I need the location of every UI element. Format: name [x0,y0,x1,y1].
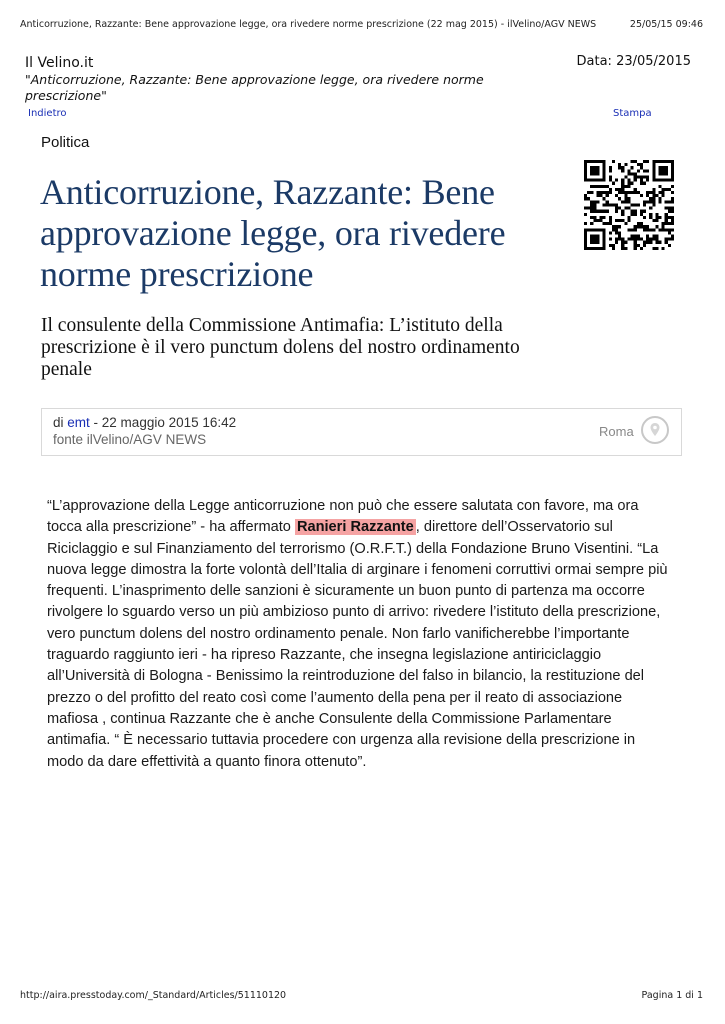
print-link[interactable]: Stampa [613,108,652,119]
print-footer-url: http://aira.presstoday.com/_Standard/Articles/51110120 [20,990,287,1001]
body-text-before: “L’approvazione della Legge anticorruzione non può che essere salutata con favore, ma ora tocca alla prescrizione” - ha affermato [47,498,639,536]
site-name: Il Velino.it [25,55,94,71]
quoted-article-title [25,72,545,104]
print-header-title: Anticorruzione, Razzante: Bene approvazione legge, ora rivedere norme prescrizione (22 mag 2015) - ilVelino/AGV NEWS [20,19,597,30]
byline-date: - 22 maggio 2015 16:42 [89,415,237,430]
back-link[interactable]: Indietro [28,108,67,119]
quote-close: " [101,88,107,103]
location-label: Roma [599,424,634,439]
section-label: Politica [41,134,90,151]
article-body [47,496,675,773]
article-headline: Anticorruzione, Razzante: Bene approvazione legge, ora rivedere norme prescrizione [40,172,506,294]
body-text-after: , direttore dell’Osservatorio sul Riciclaggio e sul Finanziamento del terrorismo (O.R.F.T.) della Fondazione Bruno Visentini. “La nuova legge dimostra la forte volontà dell’Italia di arginare i fenomeni corruttivi ormai sempre più frequenti. L’inasprimento delle sanzioni è sicuramente un buon punto di partenza ma occorre rivolgere lo sguardo verso un più ambizioso punto di arrivo: rivedere l’istituto della prescrizione, vero punctum dolens del nostro ordinamento penale. Non farlo vanificherebbe l’importante traguardo raggiunto ieri - ha ripreso Razzante, che insegna legislazione antiriciclaggio all’Università di Bologna - Benissimo la reintroduzione del falso in bilancio, la restituzione del prezzo o del profitto del reato così come l’aumento della pena per il reato di associazione mafiosa , continua Razzante che è anche Consulente della Commissione Parlamentare antimafia. “ È necessario tuttavia procedere con urgenza alla revisione della prescrizione in modo da dare effettività a quanto finora ottenuto”. [47,519,668,770]
masthead-date: Data: 23/05/2015 [576,54,691,69]
quote-open: " [25,72,31,87]
qr-code-icon [584,160,674,250]
map-pin-icon [641,416,669,444]
article-meta-box [41,408,682,456]
author-link[interactable]: emt [67,415,90,430]
quoted-title-text: Anticorruzione, Razzante: Bene approvazione legge, ora rivedere norme prescrizione [25,72,484,103]
byline [53,415,236,430]
highlighted-name: Ranieri Razzante [296,519,414,536]
article-subtitle: Il consulente della Commissione Antimafia: L’istituto della prescrizione è il vero punctum dolens del nostro ordinamento penale [41,315,520,380]
print-header-datetime: 25/05/15 09:46 [629,19,703,30]
byline-prefix: di [53,415,64,430]
article-source: fonte ilVelino/AGV NEWS [53,432,207,447]
print-footer-page: Pagina 1 di 1 [641,990,703,1001]
